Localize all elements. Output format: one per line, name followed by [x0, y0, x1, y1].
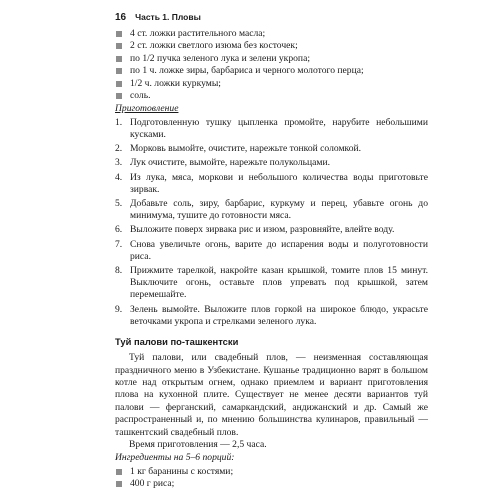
step-number: 3.	[115, 157, 123, 169]
running-head	[115, 12, 428, 23]
recipe-title: Туй палови по-ташкентски	[115, 336, 239, 348]
step-text: Снова увеличьте огонь, варите до испарения воды и полуготовности риса.	[130, 238, 428, 262]
ingredients-heading: Ингредиенты на 5–6 порций:	[115, 452, 235, 464]
step-item	[115, 157, 428, 169]
step-item	[115, 117, 428, 141]
list-item: по 1/2 пучка зеленого лука и зелени укропа;	[115, 53, 428, 65]
ingredients-list-top	[115, 28, 428, 102]
step-number: 6.	[115, 224, 123, 236]
step-text: Лук очистите, вымойте, нарежьте полукольцами.	[130, 157, 331, 169]
step-text: Выложите поверх зирвака рис и изюм, разровняйте, влейте воду.	[130, 224, 395, 236]
step-number: 5.	[115, 198, 123, 210]
list-item: по 1 ч. ложке зиры, барбариса и черного молотого перца;	[115, 65, 428, 77]
step-text: Морковь вымойте, очистите, нарежьте тонкой соломкой.	[130, 143, 362, 155]
step-number: 4.	[115, 171, 123, 183]
step-item	[115, 198, 428, 222]
step-number: 9.	[115, 303, 123, 315]
recipe-intro-paragraph: Туй палови, или свадебный плов, — неизменная составляющая праздничного меню в Узбекистане. Кушанье традиционно варят в большом котле над открытым огнем, однако приемлем и вариант приготовления плова на кухонной плите. Существует не менее десяти вариантов туй палови — ферганский, самаркандский, андижанский и др. Самый же распространенный и, по мнению большинства кулинаров, правильный — ташкентский свадебный плов.	[115, 352, 428, 438]
page-number: 16	[115, 12, 127, 23]
list-item: 1/2 ч. ложки куркумы;	[115, 78, 428, 90]
step-number: 8.	[115, 265, 123, 277]
list-item: соль.	[115, 90, 428, 102]
list-item: 400 г риса;	[115, 478, 428, 490]
step-text: Подготовленную тушку цыпленка промойте, нарубите небольшими кусками.	[130, 116, 428, 141]
step-text: Из лука, мяса, моркови и небольшого количества воды приготовьте зирвак.	[130, 171, 428, 195]
step-text: Добавьте соль, зиру, барбарис, куркуму и перец, убавьте огонь до минимума, тушите до готовности мяса.	[130, 198, 428, 222]
preparation-heading: Приготовление	[115, 103, 179, 115]
step-text: Зелень вымойте. Выложите плов горкой на широкое блюдо, украсьте веточками укропа и стрелками зеленого лука.	[130, 303, 428, 327]
list-item: 1 кг баранины с костями;	[115, 466, 428, 478]
step-number: 7.	[115, 238, 123, 250]
step-item	[115, 265, 428, 302]
chapter-title: Часть 1. Пловы	[135, 12, 201, 22]
step-number: 2.	[115, 143, 123, 155]
ingredients-list-bottom	[115, 466, 428, 491]
steps-list	[115, 117, 428, 328]
step-text: Прижмите тарелкой, накройте казан крышкой, томите плов 15 минут. Выключите огонь, оставьте плов упревать под крышкой, затем перемешайте.	[130, 265, 428, 301]
cook-time: Время приготовления — 2,5 часа.	[129, 438, 267, 450]
list-item: 2 ст. ложки светлого изюма без косточек;	[115, 40, 428, 52]
step-item	[115, 143, 428, 155]
step-item	[115, 239, 428, 263]
step-item	[115, 172, 428, 196]
list-item: 4 ст. ложки растительного масла;	[115, 28, 428, 40]
step-item	[115, 304, 428, 328]
step-number: 1.	[115, 116, 123, 128]
step-item	[115, 224, 428, 236]
